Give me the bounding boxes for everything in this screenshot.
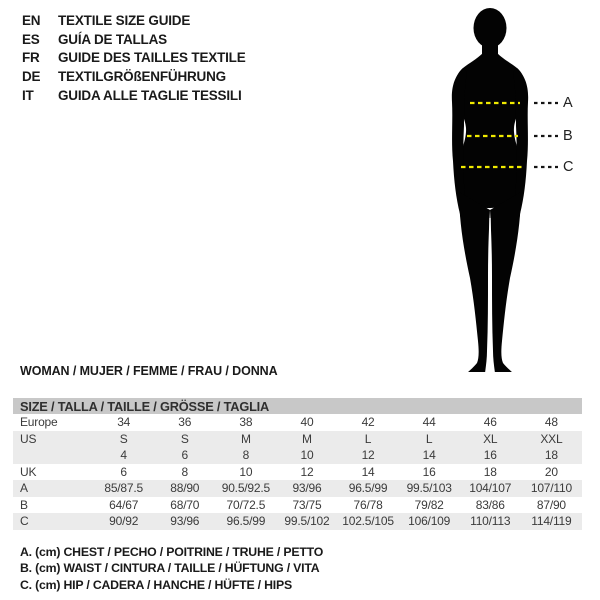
silhouette-right-leg [490, 192, 521, 372]
cell: 70/72.5 [226, 497, 266, 512]
marker-label-b: B [563, 128, 573, 144]
cell: 76/78 [353, 497, 383, 512]
cell: 6 [181, 448, 188, 463]
cell: 106/109 [408, 514, 451, 529]
legend-waist: B. (cm) WAIST / CINTURA / TAILLE / HÜFTUNG / VITA [20, 561, 320, 576]
cell: 12 [361, 448, 375, 463]
cell: 88/90 [170, 481, 200, 496]
cell: 18 [544, 448, 558, 463]
silhouette-left-leg [459, 192, 490, 372]
cell: 8 [181, 464, 188, 479]
row-label [13, 447, 93, 464]
cell: 87/90 [536, 497, 566, 512]
cell: L [425, 431, 433, 446]
cell: 104/107 [469, 481, 512, 496]
measurement-figure [426, 6, 600, 372]
legend-hip: C. (cm) HIP / CADERA / HANCHE / HÜFTE / HIPS [20, 577, 293, 592]
row-label: US [20, 431, 37, 446]
cell: 102.5/105 [342, 514, 394, 529]
lang-code: ES [22, 31, 40, 47]
size-table-header: SIZE / TALLA / TAILLE / GRÖSSE / TAGLIA [13, 398, 582, 414]
cell: 10 [300, 448, 314, 463]
cell: 34 [117, 415, 131, 430]
table-row-hip [13, 513, 582, 530]
cell: 99.5/103 [406, 481, 452, 496]
table-row-waist [13, 497, 582, 514]
cell: 90/92 [109, 514, 139, 529]
lang-row-fr [22, 49, 246, 68]
row-label: A [20, 481, 28, 496]
cell: 107/110 [530, 481, 572, 496]
cell: 79/82 [414, 497, 444, 512]
table-row-chest [13, 480, 582, 497]
lang-code: EN [22, 13, 41, 28]
cell: 64/67 [109, 497, 139, 512]
row-label: B [20, 497, 28, 512]
cell: 99.5/102 [284, 514, 330, 529]
cell: 42 [361, 415, 375, 430]
lang-code: FR [22, 50, 40, 66]
lang-row-de [22, 68, 246, 87]
cell: 20 [544, 464, 558, 479]
cell: 114/119 [531, 514, 572, 529]
table-header-row [13, 398, 582, 414]
table-row-us-numeric [13, 447, 582, 464]
table-row-us [13, 431, 582, 448]
cell: 48 [544, 415, 558, 430]
cell: 110/113 [470, 514, 511, 529]
cell: 44 [422, 415, 436, 430]
cell: 38 [239, 415, 253, 430]
marker-label-a: A [563, 95, 573, 111]
cell: 36 [178, 415, 192, 430]
table-row-uk [13, 464, 582, 481]
cell: S [119, 431, 128, 446]
lang-row-es [22, 31, 246, 50]
table-row-europe [13, 414, 582, 431]
cell: 6 [120, 464, 127, 479]
marker-label-c: C [563, 159, 574, 175]
cell: S [180, 431, 189, 446]
cell: 90.5/92.5 [221, 481, 270, 496]
lang-row-en [22, 12, 246, 31]
cell: M [302, 431, 312, 446]
cell: 8 [242, 448, 250, 463]
lang-code: DE [22, 69, 41, 85]
cell: M [240, 431, 251, 446]
row-label: C [20, 514, 29, 529]
cell: 68/70 [170, 497, 200, 512]
lang-title: TEXTILE SIZE GUIDE [58, 13, 191, 28]
cell: 96.5/99 [348, 481, 388, 496]
cell: XXL [540, 431, 563, 446]
lang-title: TEXTILGRÖßENFÜHRUNG [58, 69, 226, 85]
cell: 14 [422, 448, 436, 463]
size-table [13, 398, 582, 530]
cell: 96.5/99 [226, 514, 266, 529]
cell: 73/75 [292, 497, 322, 512]
lang-title: GUIDA ALLE TAGLIE TESSILI [58, 87, 242, 103]
cell: 4 [120, 448, 127, 463]
language-title-list [22, 12, 246, 106]
lang-title: GUÍA DE TALLAS [58, 31, 167, 47]
cell: 12 [300, 464, 314, 479]
cell: 93/96 [170, 514, 200, 529]
cell: 18 [483, 464, 497, 479]
measurement-legend [20, 544, 323, 593]
cell: L [364, 431, 372, 446]
lang-code: IT [22, 87, 34, 103]
cell: 16 [483, 448, 497, 463]
cell: 40 [300, 415, 314, 430]
cell: 83/86 [475, 497, 505, 512]
cell: 93/96 [292, 481, 322, 496]
cell: 85/87.5 [104, 481, 143, 496]
cell: 10 [239, 464, 253, 479]
cell: XL [483, 431, 498, 446]
woman-silhouette-figure [426, 6, 600, 372]
lang-row-it [22, 87, 246, 106]
row-label: Europe [20, 415, 58, 430]
gender-section-heading: WOMAN / MUJER / FEMME / FRAU / DONNA [20, 364, 278, 378]
cell: 46 [483, 415, 497, 430]
cell: 14 [361, 464, 375, 479]
cell: 16 [422, 464, 436, 479]
lang-title: GUIDE DES TAILLES TEXTILE [58, 50, 246, 66]
legend-chest: A. (cm) CHEST / PECHO / POITRINE / TRUHE / PETTO [20, 545, 324, 559]
row-label: UK [20, 464, 37, 479]
